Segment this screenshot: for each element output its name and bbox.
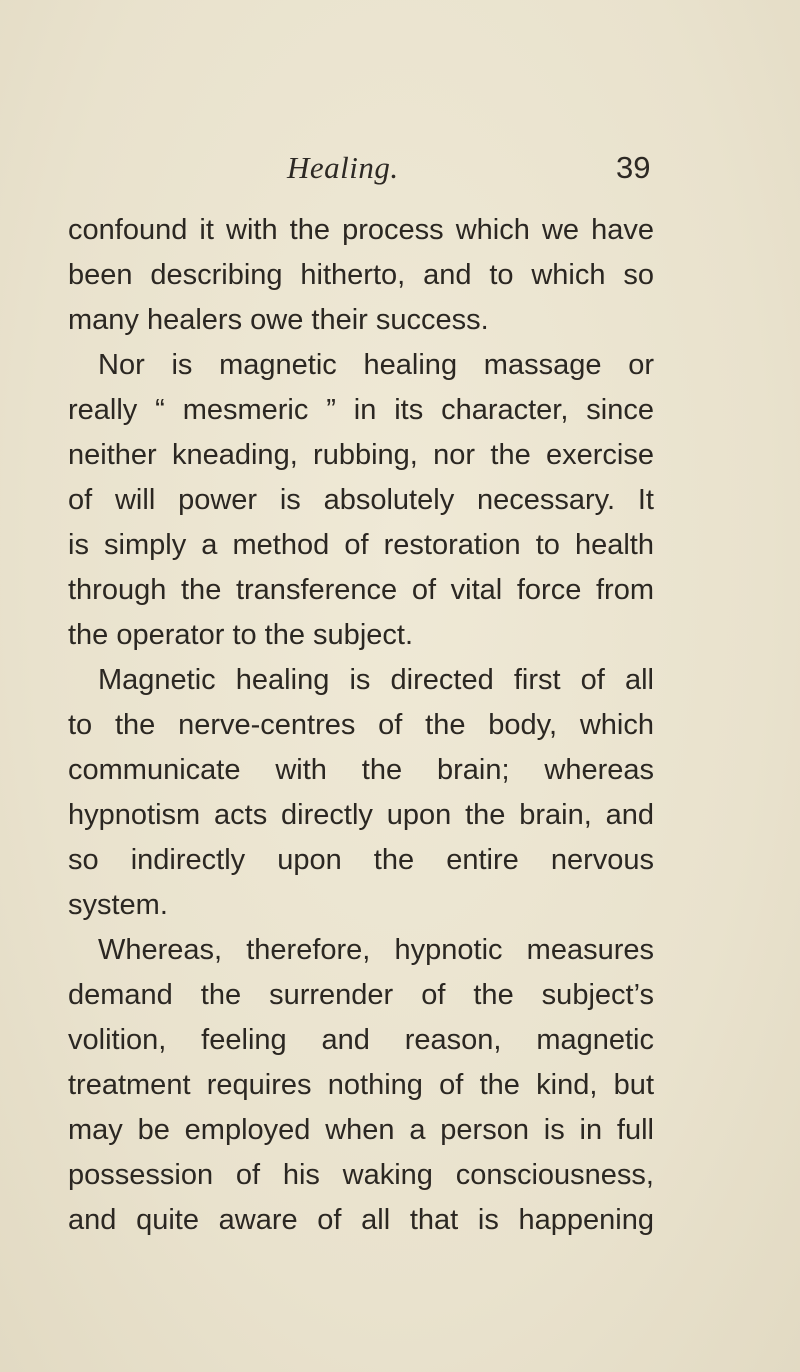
page-number: 39 (616, 150, 651, 185)
text-line: Nor is magnetic healing massage or (98, 349, 654, 381)
text-line: Whereas, therefore, hypnotic measures (98, 934, 654, 966)
text-line: Magnetic healing is directed first of all (98, 664, 654, 696)
text-line: and quite aware of all that is happening (68, 1204, 654, 1236)
text-line: so indirectly upon the entire nervous (68, 844, 654, 876)
text-line: through the transference of vital force from (68, 574, 654, 606)
text-line: the operator to the subject. (68, 619, 413, 651)
text-line: treatment requires nothing of the kind, but (68, 1069, 654, 1101)
text-line: hypnotism acts directly upon the brain, and (68, 799, 654, 831)
text-line: may be employed when a person is in full (68, 1114, 654, 1146)
text-line: of will power is absolutely necessary. It (68, 484, 654, 516)
text-line: confound it with the process which we have (68, 214, 654, 246)
text-line: demand the surrender of the subject’s (68, 979, 654, 1011)
text-line: to the nerve-centres of the body, which (68, 709, 654, 741)
text-line: is simply a method of restoration to health (68, 529, 654, 561)
text-line: communicate with the brain; whereas (68, 754, 654, 786)
page-header (0, 150, 800, 200)
text-line: volition, feeling and reason, magnetic (68, 1024, 654, 1056)
text-line: many healers owe their success. (68, 304, 489, 336)
text-line: neither kneading, rubbing, nor the exercise (68, 439, 654, 471)
text-line: possession of his waking consciousness, (68, 1159, 654, 1191)
running-title: Healing. (287, 150, 399, 185)
text-line: system. (68, 889, 168, 921)
text-line: been describing hitherto, and to which so (68, 259, 654, 291)
text-line: really “ mesmeric ” in its character, since (68, 394, 654, 426)
